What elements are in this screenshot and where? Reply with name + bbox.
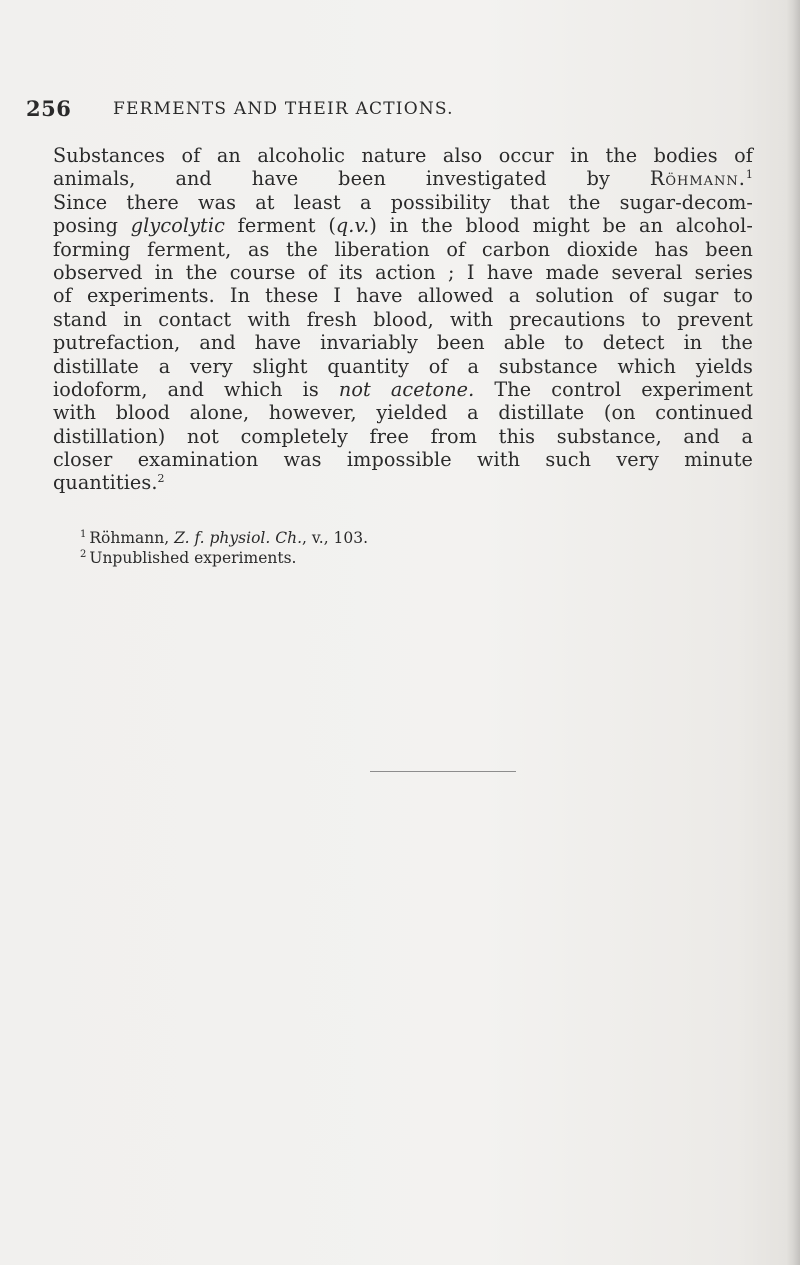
text-segment: ferment ( <box>224 214 336 238</box>
text-line: stand in contact with fresh blood, with precautions to prevent <box>53 307 753 331</box>
text-segment: iodoform, and which is <box>53 377 319 401</box>
italic-term: not acetone. <box>338 377 475 401</box>
text-line: distillate a very slight quantity of a substance which yields <box>53 354 753 378</box>
text-line: putrefaction, and have invariably been able to detect in the <box>53 331 753 355</box>
footnote-text: Unpublished experiments. <box>89 549 297 567</box>
text-line: of experiments. In these I have allowed a solution of sugar to <box>53 284 753 308</box>
text-line: Substances of an alcoholic nature also occur in the bodies of <box>53 144 753 167</box>
text-segment: posing <box>53 214 119 238</box>
text-line <box>53 167 753 190</box>
text-line: Since there was at least a possibility that the sugar-decom- <box>53 190 753 214</box>
body-paragraph <box>53 144 753 495</box>
text-segment: animals, and have been investigated by <box>53 167 610 191</box>
text-segment: The control experiment <box>474 377 753 401</box>
footnote-citation: , v., 103. <box>302 529 369 547</box>
footnote-journal: Z. f. physiol. Ch. <box>174 529 302 547</box>
text-line <box>53 214 753 237</box>
page-edge-shadow <box>786 0 800 1265</box>
footnote-number: 2 <box>80 549 87 560</box>
italic-abbrev: q.v. <box>335 214 370 238</box>
running-head: FERMENTS AND THEIR ACTIONS. <box>113 99 454 119</box>
text-line: distillation) not completely free from this substance, and a <box>53 424 753 448</box>
text-line <box>53 378 753 401</box>
text-segment: quantities. <box>53 471 158 495</box>
text-segment: ) in the blood might be an alcohol- <box>369 214 753 238</box>
footnote-ref: 1 <box>745 168 753 182</box>
text-line: observed in the course of its action ; I have made several series <box>53 260 753 284</box>
footnote-2 <box>80 548 730 568</box>
footnotes <box>80 528 730 568</box>
text-line: with blood alone, however, yielded a distillate (on continued <box>53 401 753 425</box>
author-name: Röhmann. <box>649 167 746 191</box>
text-line: forming ferment, as the liberation of carbon dioxide has been <box>53 237 753 261</box>
horizontal-rule <box>370 771 516 772</box>
footnote-ref: 2 <box>157 472 165 486</box>
text-line: closer examination was impossible with such very minute <box>53 448 753 472</box>
text-line <box>53 471 753 494</box>
footnote-1 <box>80 528 730 548</box>
footnote-number: 1 <box>80 529 87 540</box>
italic-term: glycolytic <box>130 214 225 238</box>
footnote-author: Röhmann, <box>89 529 175 547</box>
page-number: 256 <box>26 96 72 121</box>
page-header <box>26 96 726 126</box>
